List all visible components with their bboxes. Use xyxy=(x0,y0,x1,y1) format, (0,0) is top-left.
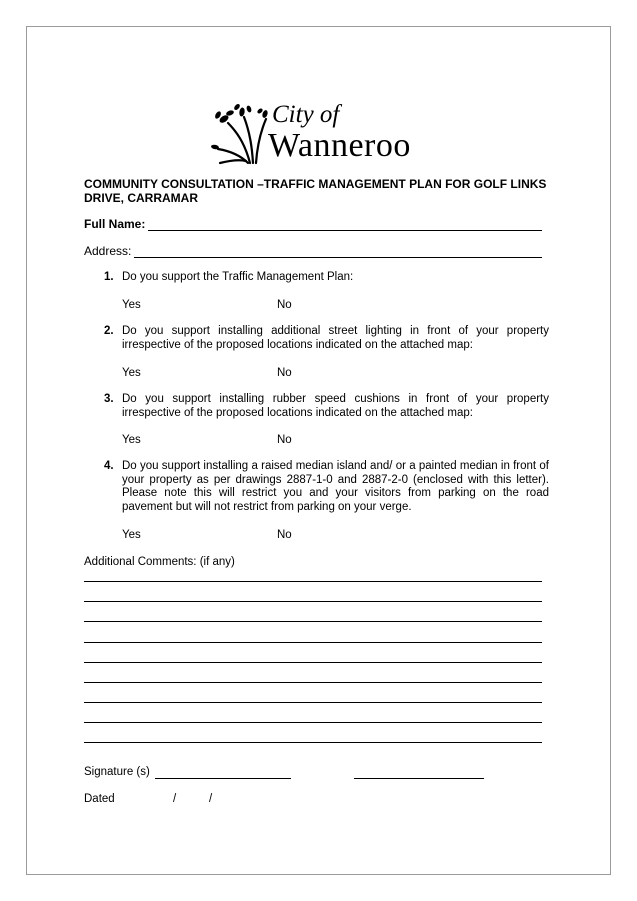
address-field[interactable] xyxy=(84,244,544,260)
wildflower-logo-icon xyxy=(210,103,270,165)
full-name-label: Full Name: xyxy=(84,217,146,231)
comment-line[interactable] xyxy=(84,642,542,643)
q4-no-option[interactable]: No xyxy=(277,529,292,541)
question-text: Do you support the Traffic Management Plan: xyxy=(122,271,354,283)
dated-label: Dated xyxy=(84,793,115,805)
question-4 xyxy=(84,460,549,516)
full-name-line[interactable] xyxy=(148,230,542,231)
question-number: 1. xyxy=(104,271,114,283)
comment-line[interactable] xyxy=(84,601,542,602)
q2-yes-option[interactable]: Yes xyxy=(122,367,141,379)
comment-line[interactable] xyxy=(84,581,542,582)
logo-line2: Wanneroo xyxy=(268,127,411,164)
logo-line1: City of xyxy=(272,101,340,128)
q3-yes-option[interactable]: Yes xyxy=(122,434,141,446)
question-2 xyxy=(84,325,549,353)
comment-line[interactable] xyxy=(84,662,542,663)
signature-line-2[interactable] xyxy=(354,778,484,779)
full-name-field[interactable] xyxy=(84,217,544,233)
question-number: 4. xyxy=(104,460,114,472)
question-number: 3. xyxy=(104,393,114,405)
q4-yes-option[interactable]: Yes xyxy=(122,529,141,541)
comment-line[interactable] xyxy=(84,742,542,743)
date-separator-2: / xyxy=(209,793,213,805)
comment-line[interactable] xyxy=(84,621,542,622)
question-text: Do you support installing a raised median island and/ or a painted median in front of your property as per drawings 2887-1-0 and 2887-2-0 (enclosed with this letter). Please note this will restrict you and your visitors from parking on the road pavement but will not restrict from parking on your verge. xyxy=(122,460,549,513)
question-text: Do you support installing additional street lighting in front of your property irrespective of the proposed locations indicated on the attached map: xyxy=(122,325,549,351)
comment-line[interactable] xyxy=(84,722,542,723)
comments-label: Additional Comments: (if any) xyxy=(84,556,235,568)
comment-line[interactable] xyxy=(84,682,542,683)
page-title: COMMUNITY CONSULTATION –TRAFFIC MANAGEMENT PLAN FOR GOLF LINKS DRIVE, CARRAMAR xyxy=(84,177,547,205)
address-line[interactable] xyxy=(134,257,542,258)
q1-yes-option[interactable]: Yes xyxy=(122,299,141,311)
question-number: 2. xyxy=(104,325,114,337)
q1-no-option[interactable]: No xyxy=(277,299,292,311)
signature-line-1[interactable] xyxy=(155,778,291,779)
address-label: Address: xyxy=(84,244,132,258)
question-text: Do you support installing rubber speed cushions in front of your property irrespective of the proposed locations indicated on the attached map: xyxy=(122,393,549,419)
q3-no-option[interactable]: No xyxy=(277,434,292,446)
signature-label: Signature (s) xyxy=(84,766,150,778)
date-separator-1: / xyxy=(173,793,177,805)
question-1 xyxy=(84,271,549,286)
question-3 xyxy=(84,393,549,421)
comment-line[interactable] xyxy=(84,702,542,703)
q2-no-option[interactable]: No xyxy=(277,367,292,379)
city-logo xyxy=(210,103,425,165)
